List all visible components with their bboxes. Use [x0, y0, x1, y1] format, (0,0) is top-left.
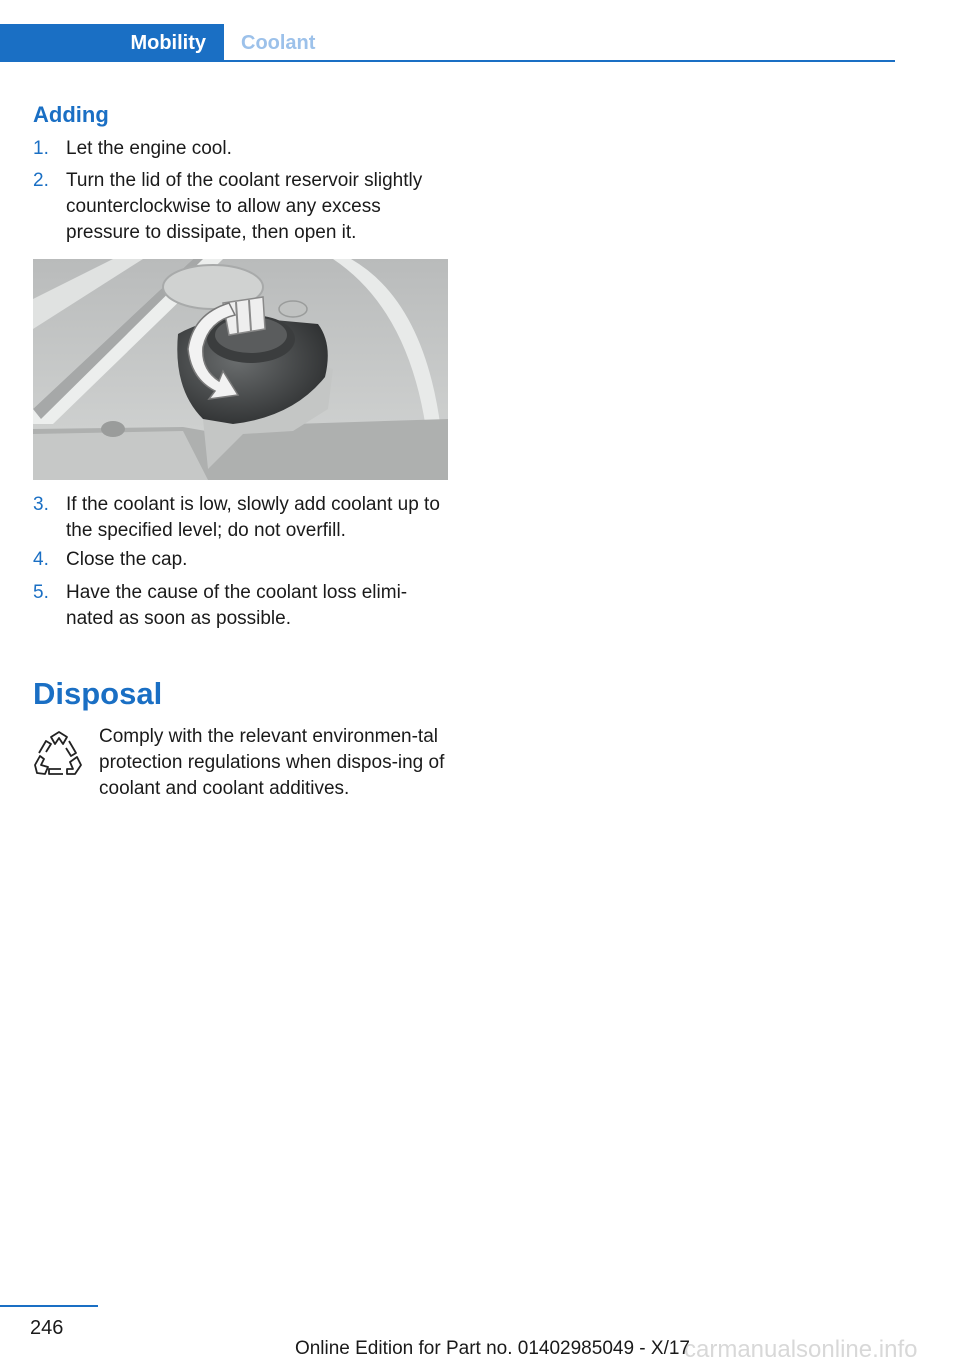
adding-heading: Adding — [33, 102, 109, 127]
step-text: Have the cause of the coolant loss elimi‐nated as soon as possible. — [66, 582, 408, 629]
step-text: Let the engine cool. — [66, 138, 232, 159]
list-item-step-3 — [33, 492, 453, 544]
recycle-icon — [33, 729, 85, 781]
step-number: 5. — [33, 582, 49, 603]
step-number: 2. — [33, 170, 49, 191]
topic-tab-coolant[interactable]: Coolant — [241, 32, 316, 54]
step-number: 1. — [33, 138, 49, 159]
watermark: carmanualsonline.info — [684, 1336, 918, 1362]
list-item-step-2 — [33, 168, 453, 246]
header-bar — [0, 24, 895, 62]
section-tab-mobility[interactable]: Mobility — [0, 24, 224, 62]
step-text: Turn the lid of the coolant reservoir slightly counterclockwise to allow any excess pressure to dissipate, then open it. — [66, 170, 423, 243]
disposal-text: Comply with the relevant environmen‐tal protection regulations when dispos‐ing of coolant and coolant additives. — [99, 726, 445, 799]
step-number: 4. — [33, 549, 49, 570]
disposal-heading: Disposal — [33, 676, 163, 711]
list-item-step-1 — [33, 136, 453, 162]
list-item-step-5 — [33, 580, 453, 632]
step-text: Close the cap. — [66, 549, 188, 570]
list-item-step-4 — [33, 547, 453, 573]
page-number: 246 — [30, 1317, 64, 1339]
step-number: 3. — [33, 494, 49, 515]
edition-note: Online Edition for Part no. 01402985049 - X/17 — [294, 1338, 690, 1359]
coolant-reservoir-photo — [33, 259, 448, 480]
step-text: If the coolant is low, slowly add coolant up to the specified level; do not overfill. — [66, 494, 440, 541]
footer-rule — [0, 1305, 98, 1307]
